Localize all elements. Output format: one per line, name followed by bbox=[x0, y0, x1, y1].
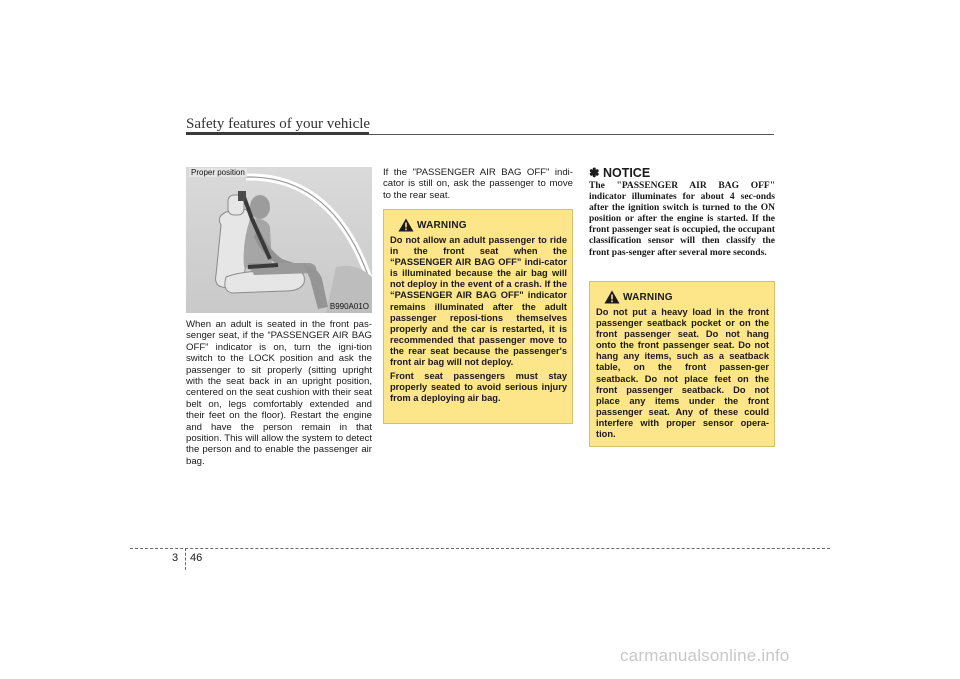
warning-paragraph-2: Front seat passengers must stay properly seated to avoid serious injury from a deploying air bag. bbox=[390, 371, 567, 404]
watermark: carmanualsonline.info bbox=[620, 646, 790, 665]
warning-text bbox=[596, 307, 769, 440]
figure-code: B990A01O bbox=[329, 302, 369, 311]
section-title: Safety features of your vehicle bbox=[186, 116, 371, 132]
warning-title: WARNING bbox=[623, 291, 673, 303]
proper-position-figure bbox=[186, 167, 372, 313]
notice-text: The "PASSENGER AIR BAG OFF" indicator illuminates for about 4 sec-onds after the ignition switch is turned to the ON position or after the engine is started. If the front passenger seat is occupied, the occupant classification sensor will then classify the front pas-senger after several more seconds. bbox=[589, 181, 775, 258]
warning-triangle-icon bbox=[398, 218, 414, 232]
warning-header bbox=[390, 218, 567, 232]
title-underline bbox=[186, 132, 369, 135]
page-number: 46 bbox=[190, 552, 203, 564]
seated-passenger-illustration bbox=[186, 167, 372, 313]
notice-title: ✽ NOTICE bbox=[589, 166, 651, 180]
footer-rule bbox=[130, 548, 830, 549]
warning-title: WARNING bbox=[417, 219, 467, 231]
figure-caption: Proper position bbox=[191, 168, 245, 177]
warning-text bbox=[390, 235, 567, 404]
warning-box-seatback-load bbox=[589, 281, 775, 447]
warning-header bbox=[596, 290, 769, 304]
column2-paragraph: If the "PASSENGER AIR BAG OFF" indi-cator is still on, ask the passenger to move to the rear seat. bbox=[383, 167, 573, 201]
warning-triangle-icon bbox=[604, 290, 620, 304]
chapter-number: 3 bbox=[172, 552, 179, 564]
footer-divider bbox=[185, 548, 186, 570]
header-rule bbox=[369, 134, 774, 135]
column1-paragraph: When an adult is seated in the front pas-senger seat, if the “PASSENGER AIR BAG OFF” indicator is on, turn the igni-tion switch to the LOCK position and ask the passenger to sit properly (sitting upright with the seat back in an upright position, centered on the seat cushion with their seat belt on, legs comfortably extended and their feet on the floor). Restart the engine and have the person remain in that position. This will allow the system to detect the person and to enable the passenger air bag. bbox=[186, 319, 372, 467]
warning-paragraph: Do not put a heavy load in the front passenger seatback pocket or on the front passenger seat. Do not hang onto the front passenger seat. Do not hang any items, such as a seatback table, on the front passen-ger seatback. Do not place feet on the front passenger seatback. Do not place any items under the front passenger seat. Any of these could interfere with proper sensor opera-tion. bbox=[596, 307, 769, 440]
warning-paragraph-1: Do not allow an adult passenger to ride in the front seat when the “PASSENGER AIR BAG OFF” indi-cator is illuminated because the air bag will not deploy in the event of a crash. If the “PASSENGER AIR BAG OFF" indicator remains illuminated after the adult passenger reposi-tions themselves properly and the car is restarted, it is recommended that passenger move to the rear seat because the passenger's front air bag will not deploy. bbox=[390, 235, 567, 368]
warning-box-adult-passenger bbox=[383, 209, 573, 424]
